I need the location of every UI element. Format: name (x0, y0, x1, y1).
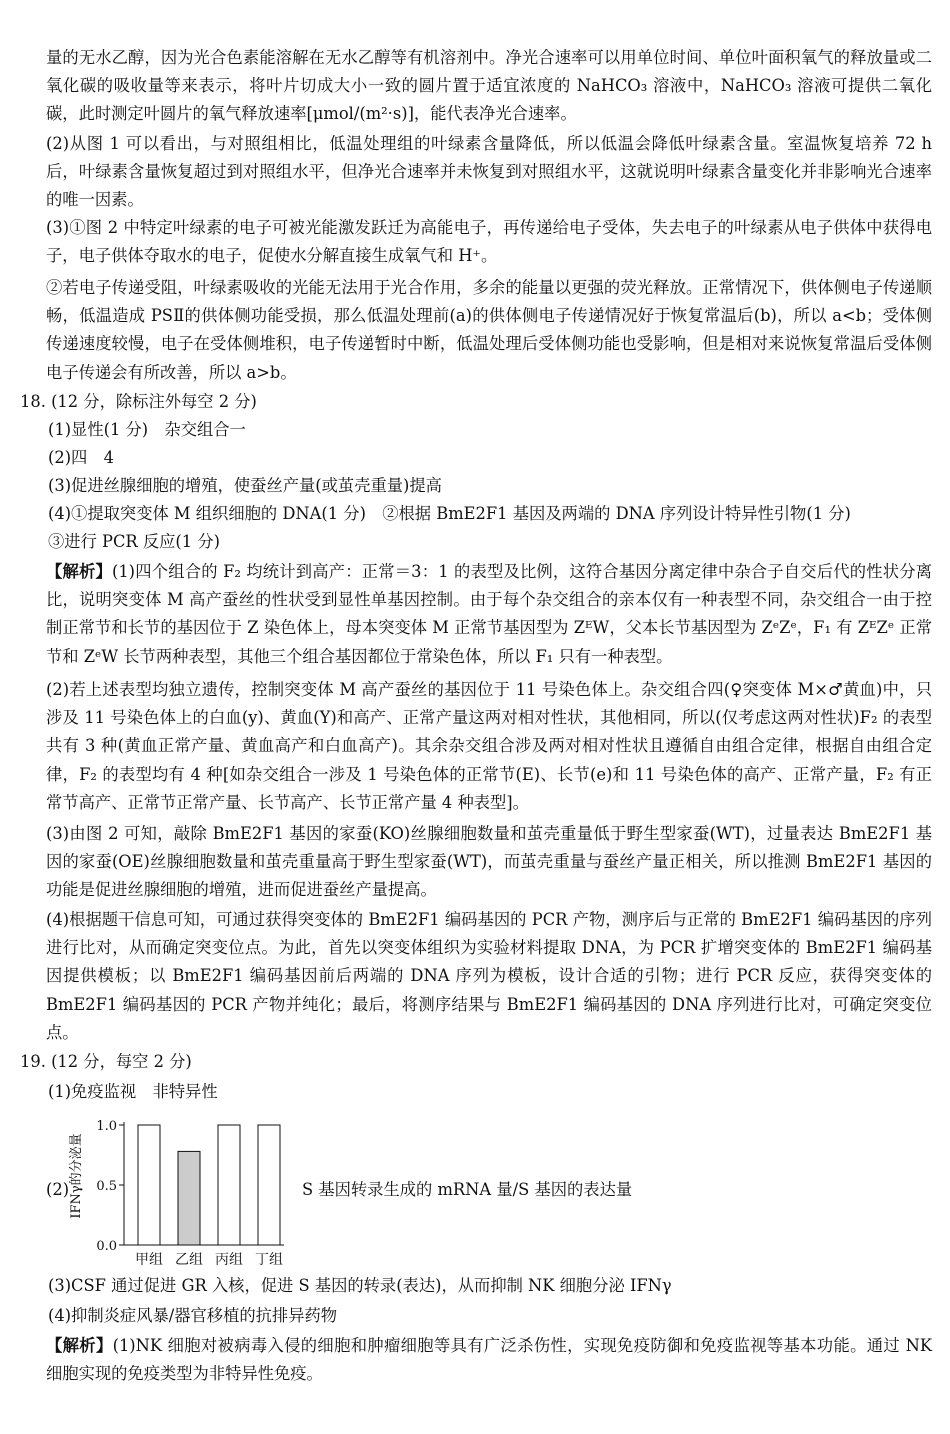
q19-header: 19. (12 分，每空 2 分) (20, 1052, 192, 1071)
chart-x-label-1: 甲组 (135, 1252, 163, 1268)
q18-analysis-4: (4)根据题干信息可知，可通过获得突变体的 BmE2F1 编码基因的 PCR 产物，测序后与正常的 BmE2F1 编码基因的序列进行比对，从而确定突变位点。为此，首先以突变体组织为实验材料提取 DNA，为 PCR 扩增突变体的 BmE2F1 编码基因提供模板；以 BmE2F1 编码基因前后两端的 DNA 序列为模板，设计合适的引物；进行 PCR 反应，获得突变体的 BmE2F1 编码基因的 PCR 产物并纯化；最后，将测序结果与 BmE2F1 编码基因的 DNA 序列进行比对，可确定突变位点。 (46, 910, 932, 1042)
q19-analysis-1-text: (1)NK 细胞对被病毒入侵的细胞和肿瘤细胞等具有广泛杀伤性，实现免疫防御和免疫监视等基本功能。通过 NK 细胞实现的免疫类型为非特异性免疫。 (46, 1336, 932, 1384)
q18-analysis-1-text: (1)四个组合的 F₂ 均统计到高产：正常＝3：1 的表型及比例，这符合基因分离定律中杂合子自交后代的性状分离比，说明突变体 M 高产蚕丝的性状受到显性单基因控制。由于每个杂交组合的亲本仅有一种表型不同，杂交组合一由于控制正常节和长节的基因位于 Z 染色体上，母本突变体 M 正常节基因型为 ZᴱW，父本长节基因型为 ZᵉZᵉ，F₁ 有 ZᴱZᵉ 正常节和 ZᵉW 长节两种表型，其他三个组合基因都位于常染色体，所以 F₁ 只有一种表型。 (46, 562, 932, 666)
paragraph-chlorophyll: (2)从图 1 可以看出，与对照组相比，低温处理组的叶绿素含量降低，所以低温会降低叶绿素含量。室温恢复培养 72 h 后，叶绿素含量恢复超过到对照组水平，但净光合速率并未恢复到对照组水平，这就说明叶绿素含量变化并非影响光合速率的唯一因素。 (46, 134, 932, 210)
q18-header: 18. (12 分，除标注外每空 2 分) (20, 392, 257, 411)
q19-answer-2-prefix: (2) (46, 1180, 70, 1199)
q18-answer-2: (2)四 4 (48, 448, 114, 467)
chart-y-axis-label: IFNγ的分泌量 (69, 1133, 84, 1219)
q18-analysis-label: 【解析】 (46, 562, 112, 581)
q18-analysis-2: (2)若上述表型均独立遗传，控制突变体 M 高产蚕丝的基因位于 11 号染色体上。杂交组合四(♀突变体 M×♂黄血)中，只涉及 11 号染色体上的白血(y)、黄血(Y)和高产、正常产量这两对相对性状，其他相同，所以(仅考虑这两对性状)F₂ 的表型共有 3 种(黄血正常产量、黄血高产和白血高产)。其余杂交组合涉及两对相对性状且遵循自由组合定律，根据自由组合定律，F₂ 的表型均有 4 种[如杂交组合一涉及 1 号染色体的正常节(E)、长节(e)和 11 号染色体的高产、正常产量，F₂ 有正常节高产、正常节正常产量、长节高产、长节正常产量 4 种表型]。 (46, 680, 932, 812)
chart-bar-4 (258, 1125, 280, 1245)
q18-answer-4: (4)①提取突变体 M 组织细胞的 DNA(1 分) ②根据 BmE2F1 基因及两端的 DNA 序列设计特异性引物(1 分) (48, 504, 851, 523)
paragraph-photosynthesis-method: 量的无水乙醇，因为光合色素能溶解在无水乙醇等有机溶剂中。净光合速率可以用单位时间、单位叶面积氧气的释放量或二氧化碳的吸收量等来表示，将叶片切成大小一致的圆片置于适宜浓度的 NaHCO₃ 溶液中，NaHCO₃ 溶液可提供二氧化碳，此时测定叶圆片的氧气释放速率[μmol/(m²·s)]，能代表净光合速率。 (46, 48, 932, 124)
q18-analysis-1 (46, 558, 932, 671)
paragraph-fluorescence: ②若电子传递受阻，叶绿素吸收的光能无法用于光合作用，多余的能量以更强的荧光释放。正常情况下，供体侧电子传递顺畅，低温造成 PSⅡ的供体侧功能受损，那么低温处理前(a)的供体侧电子传递情况好于恢复常温后(b)，所以 a<b；受体侧传递速度较慢，电子在受体侧堆积，电子传递暂时中断，低温处理后受体侧功能也受影响，但是相对来说恢复常温后受体侧电子传递会有所改善，所以 a>b。 (46, 278, 932, 382)
chart-y-tick-label: 0.5 (96, 1179, 117, 1194)
q18-analysis-3: (3)由图 2 可知，敲除 BmE2F1 基因的家蚕(KO)丝腺细胞数量和茧壳重量低于野生型家蚕(WT)，过量表达 BmE2F1 基因的家蚕(OE)丝腺细胞数量和茧壳重量高于野生型家蚕(WT)，而茧壳重量与蚕丝产量正相关，所以推测 BmE2F1 基因的功能是促进丝腺细胞的增殖，进而促进蚕丝产量提高。 (46, 824, 932, 900)
chart-x-label-4: 丁组 (255, 1252, 283, 1268)
chart-x-label-2: 乙组 (175, 1252, 203, 1268)
chart-bar-2 (178, 1151, 200, 1245)
q19-answer-1: (1)免疫监视 非特异性 (48, 1082, 218, 1101)
q18-answer-3: (3)促进丝腺细胞的增殖，使蚕丝产量(或茧壳重量)提高 (48, 476, 442, 495)
q19-answer-4: (4)抑制炎症风暴/器官移植的抗排异药物 (48, 1306, 338, 1325)
chart-bar-3 (218, 1125, 240, 1245)
q19-answer-3: (3)CSF 通过促进 GR 入核，促进 S 基因的转录(表达)，从而抑制 NK 细胞分泌 IFNγ (48, 1276, 672, 1295)
q19-analysis-label: 【解析】 (46, 1336, 113, 1355)
q18-answer-5: ③进行 PCR 反应(1 分) (48, 532, 220, 551)
q19-answer-2-caption: S 基因转录生成的 mRNA 量/S 基因的表达量 (302, 1180, 633, 1199)
chart-y-tick-label: 1.0 (96, 1119, 117, 1134)
q18-answer-1: (1)显性(1 分) 杂交组合一 (48, 420, 246, 439)
ifn-gamma-bar-chart (46, 1112, 326, 1272)
chart-bar-1 (138, 1125, 160, 1245)
chart-y-tick-label: 0.0 (96, 1239, 117, 1254)
chart-x-label-3: 丙组 (215, 1252, 243, 1268)
paragraph-electron-transfer: (3)①图 2 中特定叶绿素的电子可被光能激发跃迁为高能电子，再传递给电子受体，失去电子的叶绿素从电子供体中获得电子，电子供体夺取水的电子，促使水分解直接生成氧气和 H⁺。 (46, 218, 932, 266)
q19-analysis-1 (46, 1332, 932, 1388)
